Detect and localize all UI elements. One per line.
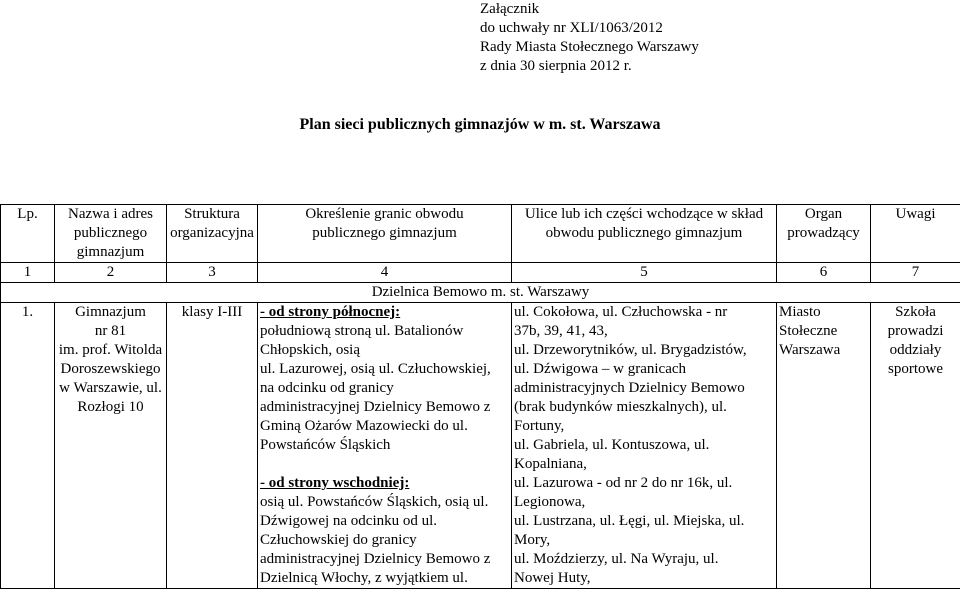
document-title: Plan sieci publicznych gimnazjów w m. st. Warszawa	[0, 115, 960, 135]
column-number: 1	[1, 263, 55, 283]
header-notes: Uwagi	[871, 205, 960, 263]
table-row	[1, 303, 960, 589]
attachment-header	[480, 0, 699, 76]
column-number: 2	[55, 263, 167, 283]
header-organ: Organ prowadzący	[777, 205, 871, 263]
header-name: Nazwa i adres publicznego gimnazjum	[55, 205, 167, 263]
header-line: z dnia 30 sierpnia 2012 r.	[480, 57, 699, 76]
column-number: 6	[777, 263, 871, 283]
district-row	[1, 283, 960, 303]
boundary-north-heading: - od strony północnej:	[260, 303, 509, 322]
school-notes: Szkoła prowadzi oddziały sportowe	[871, 303, 960, 589]
header-boundaries: Określenie granic obwodu publicznego gimnazjum	[258, 205, 512, 263]
school-name: Gimnazjum nr 81 im. prof. Witolda Doroszewskiego w Warszawie, ul. Rozłogi 10	[55, 303, 167, 589]
school-boundaries: - od strony północnej: południową stroną ul. Batalionów Chłopskich, osią ul. Lazurowej, osią ul. Człuchowskiej, na odcinku od granicy administracyjnej Dzielnicy Bemowo z Gminą Ożarów Mazowiecki do ul. Powstańców Śląskich - od strony wschodniej: osią ul. Powstańców Śląskich, osią ul. Dźwigowej na odcinku od ul. Człuchowskiej do granicy administracyjnej Dzielnicy Bemowo z Dzielnicą Włochy, z wyjątkiem ul.	[258, 303, 512, 589]
school-network-table	[0, 204, 960, 589]
column-number: 5	[512, 263, 777, 283]
boundary-east-heading: - od strony wschodniej:	[260, 474, 509, 493]
school-streets: ul. Cokołowa, ul. Człuchowska - nr 37b, 39, 41, 43, ul. Drzeworytników, ul. Brygadzistów, ul. Dźwigowa – w granicach administracyjnych Dzielnicy Bemowo (brak budynków mieszkalnych), ul. Fortuny, ul. Gabriela, ul. Kontuszowa, ul. Kopalniana, ul. Lazurowa - od nr 2 do nr 16k, ul. Legionowa, ul. Lustrzana, ul. Łęgi, ul. Miejska, ul. Mory, ul. Moździerzy, ul. Na Wyraju, ul. Nowej Huty,	[512, 303, 777, 589]
column-number: 4	[258, 263, 512, 283]
column-number: 7	[871, 263, 960, 283]
header-streets: Ulice lub ich części wchodzące w skład obwodu publicznego gimnazjum	[512, 205, 777, 263]
school-organ: Miasto Stołeczne Warszawa	[777, 303, 871, 589]
district-name: Dzielnica Bemowo m. st. Warszawy	[1, 283, 960, 303]
header-line: do uchwały nr XLI/1063/2012	[480, 19, 699, 38]
header-lp: Lp.	[1, 205, 55, 263]
header-line: Załącznik	[480, 0, 699, 19]
school-lp: 1.	[1, 303, 55, 589]
header-structure: Struktura organizacyjna	[167, 205, 258, 263]
table-header-row	[1, 205, 960, 263]
column-number: 3	[167, 263, 258, 283]
school-structure: klasy I-III	[167, 303, 258, 589]
column-number-row	[1, 263, 960, 283]
header-line: Rady Miasta Stołecznego Warszawy	[480, 38, 699, 57]
